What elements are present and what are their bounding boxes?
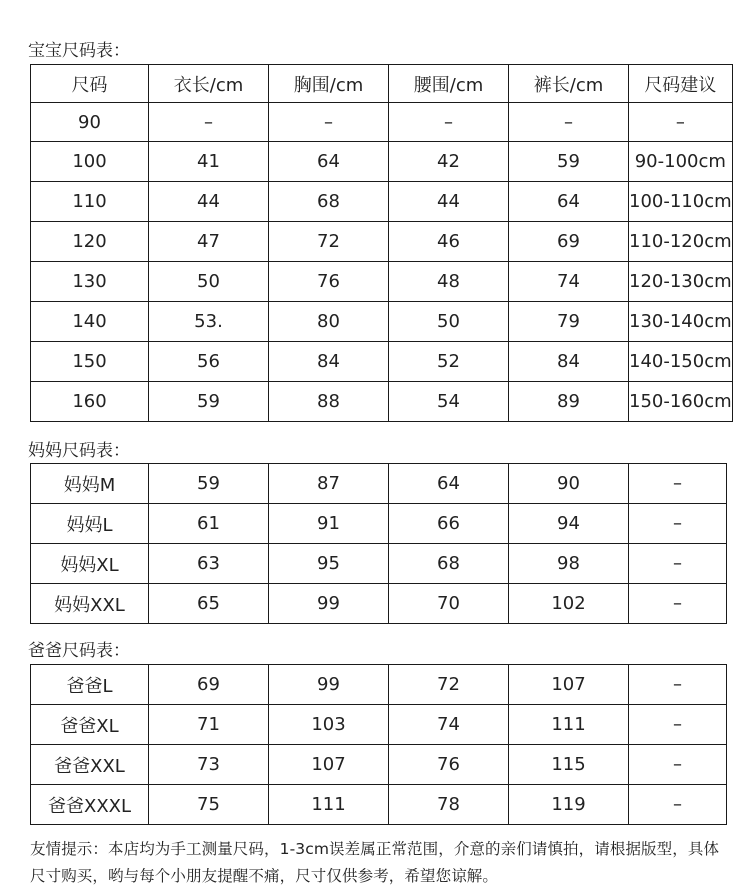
cell-suggestion: 120-130cm — [629, 262, 733, 302]
table-row — [31, 342, 733, 382]
cell-suggestion: – — [629, 544, 727, 584]
table-row — [31, 222, 733, 262]
cell-waist: 64 — [389, 464, 509, 504]
cell-pants-length: 119 — [509, 785, 629, 825]
cell-suggestion: 100-110cm — [629, 182, 733, 222]
table-row — [31, 464, 727, 504]
cell-length: 59 — [149, 382, 269, 422]
baby-size-title: 宝宝尺码表： — [28, 41, 130, 61]
cell-pants-length: 90 — [509, 464, 629, 504]
cell-size: 爸爸XXXL — [31, 785, 149, 825]
cell-size: 110 — [31, 182, 149, 222]
table-row — [31, 745, 727, 785]
table-row — [31, 382, 733, 422]
cell-pants-length: 84 — [509, 342, 629, 382]
cell-suggestion: – — [629, 745, 727, 785]
cell-pants-length: 89 — [509, 382, 629, 422]
cell-length: 69 — [149, 665, 269, 705]
cell-pants-length: 74 — [509, 262, 629, 302]
cell-chest: – — [269, 103, 389, 142]
cell-waist: 46 — [389, 222, 509, 262]
cell-pants-length: 59 — [509, 142, 629, 182]
cell-chest: 91 — [269, 504, 389, 544]
table-row — [31, 302, 733, 342]
cell-waist: 66 — [389, 504, 509, 544]
cell-chest: 64 — [269, 142, 389, 182]
cell-suggestion: – — [629, 584, 727, 624]
cell-waist: 50 — [389, 302, 509, 342]
cell-pants-length: – — [509, 103, 629, 142]
cell-waist: 42 — [389, 142, 509, 182]
cell-chest: 76 — [269, 262, 389, 302]
cell-chest: 87 — [269, 464, 389, 504]
measurement-note: 友情提示：本店均为手工测量尺码，1-3cm误差属正常范围，介意的亲们请慎拍，请根据版型，具体尺寸购买，哟与每个小朋友提醒不痛，尺寸仅供参考，希望您谅解。 — [30, 840, 720, 885]
cell-size: 90 — [31, 103, 149, 142]
cell-length: 50 — [149, 262, 269, 302]
table-row — [31, 584, 727, 624]
cell-suggestion: – — [629, 705, 727, 745]
cell-length: 65 — [149, 584, 269, 624]
mom-size-table — [30, 463, 727, 624]
cell-size: 160 — [31, 382, 149, 422]
cell-waist: 78 — [389, 785, 509, 825]
cell-pants-length: 98 — [509, 544, 629, 584]
cell-pants-length: 115 — [509, 745, 629, 785]
cell-chest: 107 — [269, 745, 389, 785]
cell-suggestion: – — [629, 665, 727, 705]
cell-size: 妈妈XXL — [31, 584, 149, 624]
cell-chest: 95 — [269, 544, 389, 584]
cell-suggestion: – — [629, 785, 727, 825]
cell-length: 56 — [149, 342, 269, 382]
cell-length: 44 — [149, 182, 269, 222]
table-row — [31, 142, 733, 182]
cell-size: 妈妈XL — [31, 544, 149, 584]
cell-waist: – — [389, 103, 509, 142]
cell-length: – — [149, 103, 269, 142]
table-row — [31, 544, 727, 584]
table-row — [31, 705, 727, 745]
table-row — [31, 785, 727, 825]
cell-length: 47 — [149, 222, 269, 262]
cell-suggestion: 110-120cm — [629, 222, 733, 262]
cell-length: 73 — [149, 745, 269, 785]
cell-suggestion: 150-160cm — [629, 382, 733, 422]
cell-size: 100 — [31, 142, 149, 182]
cell-waist: 52 — [389, 342, 509, 382]
dad-size-title: 爸爸尺码表： — [28, 641, 130, 661]
cell-chest: 103 — [269, 705, 389, 745]
dad-size-table — [30, 664, 727, 825]
table-row — [31, 262, 733, 302]
cell-pants-length: 111 — [509, 705, 629, 745]
cell-chest: 111 — [269, 785, 389, 825]
cell-size: 妈妈M — [31, 464, 149, 504]
cell-waist: 44 — [389, 182, 509, 222]
cell-suggestion: – — [629, 464, 727, 504]
cell-suggestion: 140-150cm — [629, 342, 733, 382]
cell-pants-length: 64 — [509, 182, 629, 222]
table-row — [31, 665, 727, 705]
header-waist: 腰围/cm — [389, 65, 509, 103]
cell-chest: 80 — [269, 302, 389, 342]
cell-length: 59 — [149, 464, 269, 504]
header-size: 尺码 — [31, 65, 149, 103]
cell-size: 130 — [31, 262, 149, 302]
cell-size: 爸爸XL — [31, 705, 149, 745]
cell-size: 120 — [31, 222, 149, 262]
table-row — [31, 103, 733, 142]
cell-length: 53. — [149, 302, 269, 342]
baby-size-table — [30, 64, 733, 422]
header-size-suggestion: 尺码建议 — [629, 65, 733, 103]
cell-length: 71 — [149, 705, 269, 745]
table-row — [31, 182, 733, 222]
cell-size: 140 — [31, 302, 149, 342]
cell-length: 41 — [149, 142, 269, 182]
cell-size: 爸爸XXL — [31, 745, 149, 785]
cell-waist: 48 — [389, 262, 509, 302]
cell-length: 63 — [149, 544, 269, 584]
cell-suggestion: – — [629, 504, 727, 544]
cell-waist: 72 — [389, 665, 509, 705]
cell-suggestion: 90-100cm — [629, 142, 733, 182]
cell-chest: 68 — [269, 182, 389, 222]
cell-length: 75 — [149, 785, 269, 825]
cell-length: 61 — [149, 504, 269, 544]
cell-pants-length: 79 — [509, 302, 629, 342]
cell-suggestion: 130-140cm — [629, 302, 733, 342]
header-pants-length: 裤长/cm — [509, 65, 629, 103]
cell-size: 妈妈L — [31, 504, 149, 544]
cell-waist: 74 — [389, 705, 509, 745]
cell-pants-length: 94 — [509, 504, 629, 544]
cell-chest: 99 — [269, 665, 389, 705]
cell-suggestion: – — [629, 103, 733, 142]
cell-size: 爸爸L — [31, 665, 149, 705]
cell-chest: 72 — [269, 222, 389, 262]
header-length: 衣长/cm — [149, 65, 269, 103]
cell-size: 150 — [31, 342, 149, 382]
cell-pants-length: 102 — [509, 584, 629, 624]
cell-waist: 76 — [389, 745, 509, 785]
table-header-row — [31, 65, 733, 103]
cell-chest: 88 — [269, 382, 389, 422]
table-row — [31, 504, 727, 544]
cell-waist: 70 — [389, 584, 509, 624]
header-chest: 胸围/cm — [269, 65, 389, 103]
mom-size-title: 妈妈尺码表： — [28, 441, 130, 461]
cell-waist: 54 — [389, 382, 509, 422]
cell-chest: 99 — [269, 584, 389, 624]
cell-chest: 84 — [269, 342, 389, 382]
cell-waist: 68 — [389, 544, 509, 584]
cell-pants-length: 107 — [509, 665, 629, 705]
cell-pants-length: 69 — [509, 222, 629, 262]
